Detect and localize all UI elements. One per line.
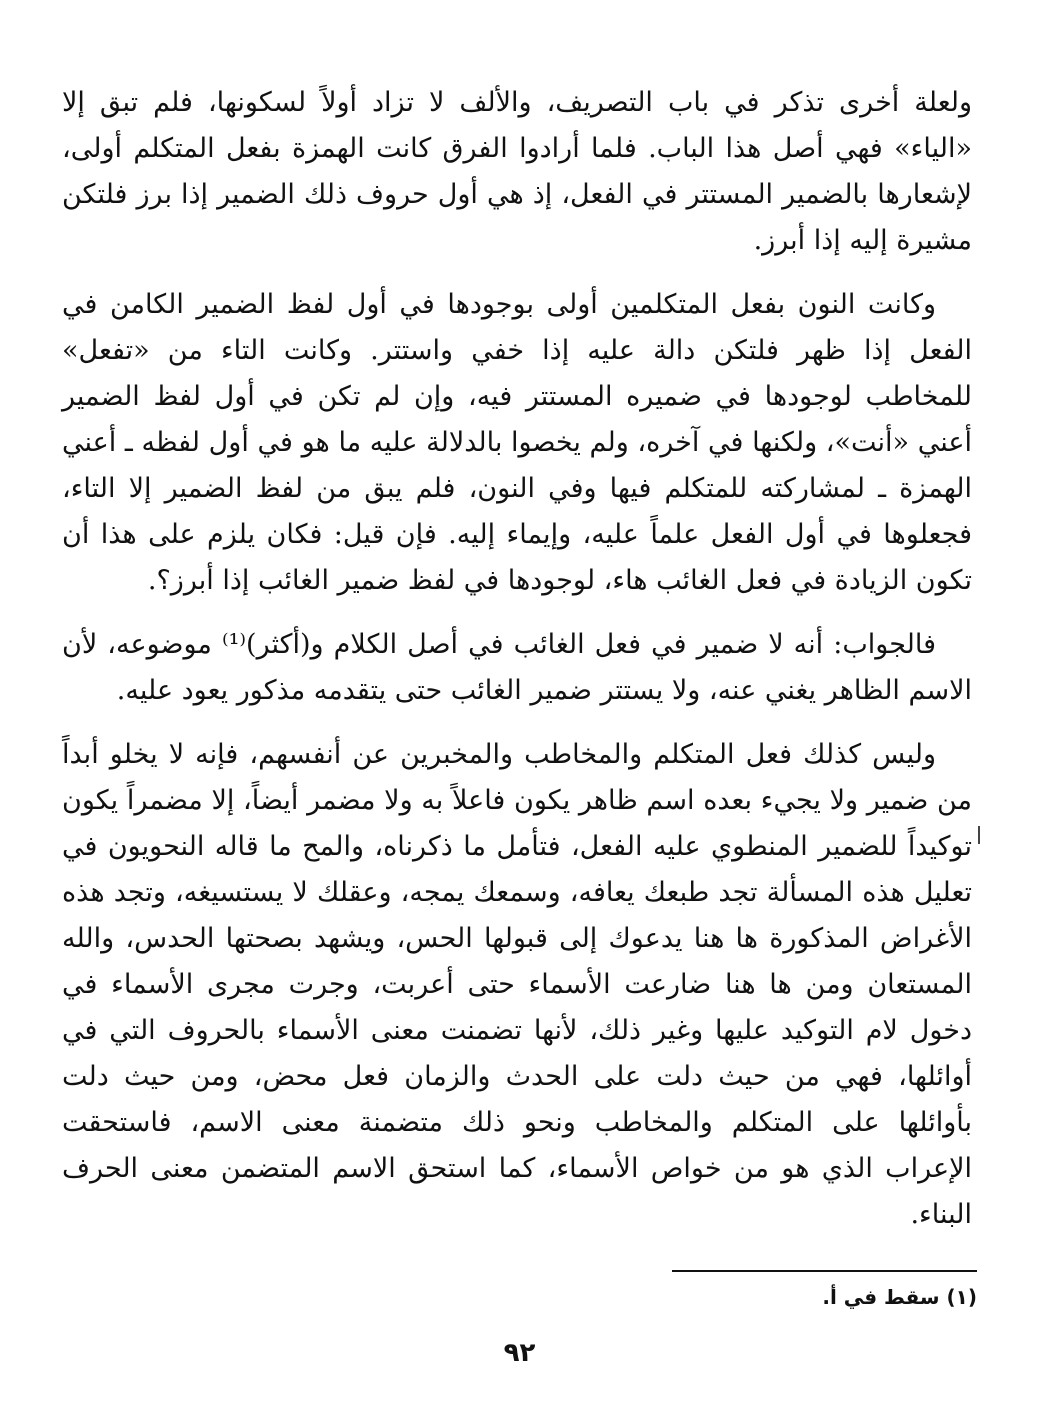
paragraph-4: وليس كذلك فعل المتكلم والمخاطب والمخبرين عن أنفسهم، فإنه لا يخلو أبداً من ضمير ولا يجيء بعده اسم ظاهر يكون فاعلاً به ولا مضمر أيضاً، إلا مضمراً يكون توكيداً للضمير المنطوي عليه الفعل، فتأمل ما ذكرناه، والمح ما قاله النحويون في تعليل هذه المسألة تجد طبعك يعافه، وسمعك يمجه، وعقلك لا يستسيغه، وتجد هذه الأغراض المذكورة ها هنا يدعوك إلى قبولها الحس، ويشهد بصحتها الحدس، والله المستعان ومن ها هنا ضارعت الأسماء حتى أعربت، وجرت مجرى الأسماء في دخول لام التوكيد عليها وغير ذلك، لأنها تضمنت معنى الأسماء بالحروف التي في أوائلها، فهي من حيث دلت على الحدث والزمان فعل محض، ومن حيث دلت بأوائلها على المتكلم والمخاطب ونحو ذلك متضمنة معنى الاسم، فاستحقت الإعراب الذي هو من خواص الأسماء، كما استحق الاسم المتضمن معنى الحرف البناء.	[62, 739, 972, 1230]
paragraph-2: وكانت النون بفعل المتكلمين أولى بوجودها في أول لفظ الضمير الكامن في الفعل إذا ظهر فلتكن دالة عليه إذا خفي واستتر. وكانت التاء من «تفعل» للمخاطب لوجودها في ضميره المستتر فيه، وإن لم تكن في أول لفظ الضمير أعني «أنت»، ولكنها في آخره، ولم يخصوا بالدلالة عليه ما هو في أول لفظه ـ أعني الهمزة ـ لمشاركته للمتكلم فيها وفي النون، فلم يبق من لفظ الضمير إلا التاء، فجعلوها في أول الفعل علماً عليه، وإيماء إليه. فإن قيل: فكان يلزم على هذا أن تكون الزيادة في فعل الغائب هاء، لوجودها في لفظ ضمير الغائب إذا أبرز؟.	[62, 289, 972, 596]
footnote: (١) سقط في أ.	[822, 1285, 977, 1309]
footnote-separator	[672, 1270, 977, 1272]
page-number: ٩٢	[503, 1338, 536, 1368]
page-body	[62, 80, 972, 1256]
paragraph-1: ولعلة أخرى تذكر في باب التصريف، والألف لا تزاد أولاً لسكونها، فلم تبق إلا «الياء» فهي أصل هذا الباب. فلما أرادوا الفرق كانت الهمزة بفعل المتكلم أولى، لإشعارها بالضمير المستتر في الفعل، إذ هي أول حروف ذلك الضمير إذا برز فلتكن مشيرة إليه إذا أبرز.	[62, 87, 972, 256]
paragraph-3: فالجواب: أنه لا ضمير في فعل الغائب في أصل الكلام و(أكثر)⁽¹⁾ موضوعه، لأن الاسم الظاهر يغني عنه، ولا يستتر ضمير الغائب حتى يتقدمه مذكور يعود عليه.	[62, 629, 972, 706]
margin-mark	[978, 826, 980, 844]
